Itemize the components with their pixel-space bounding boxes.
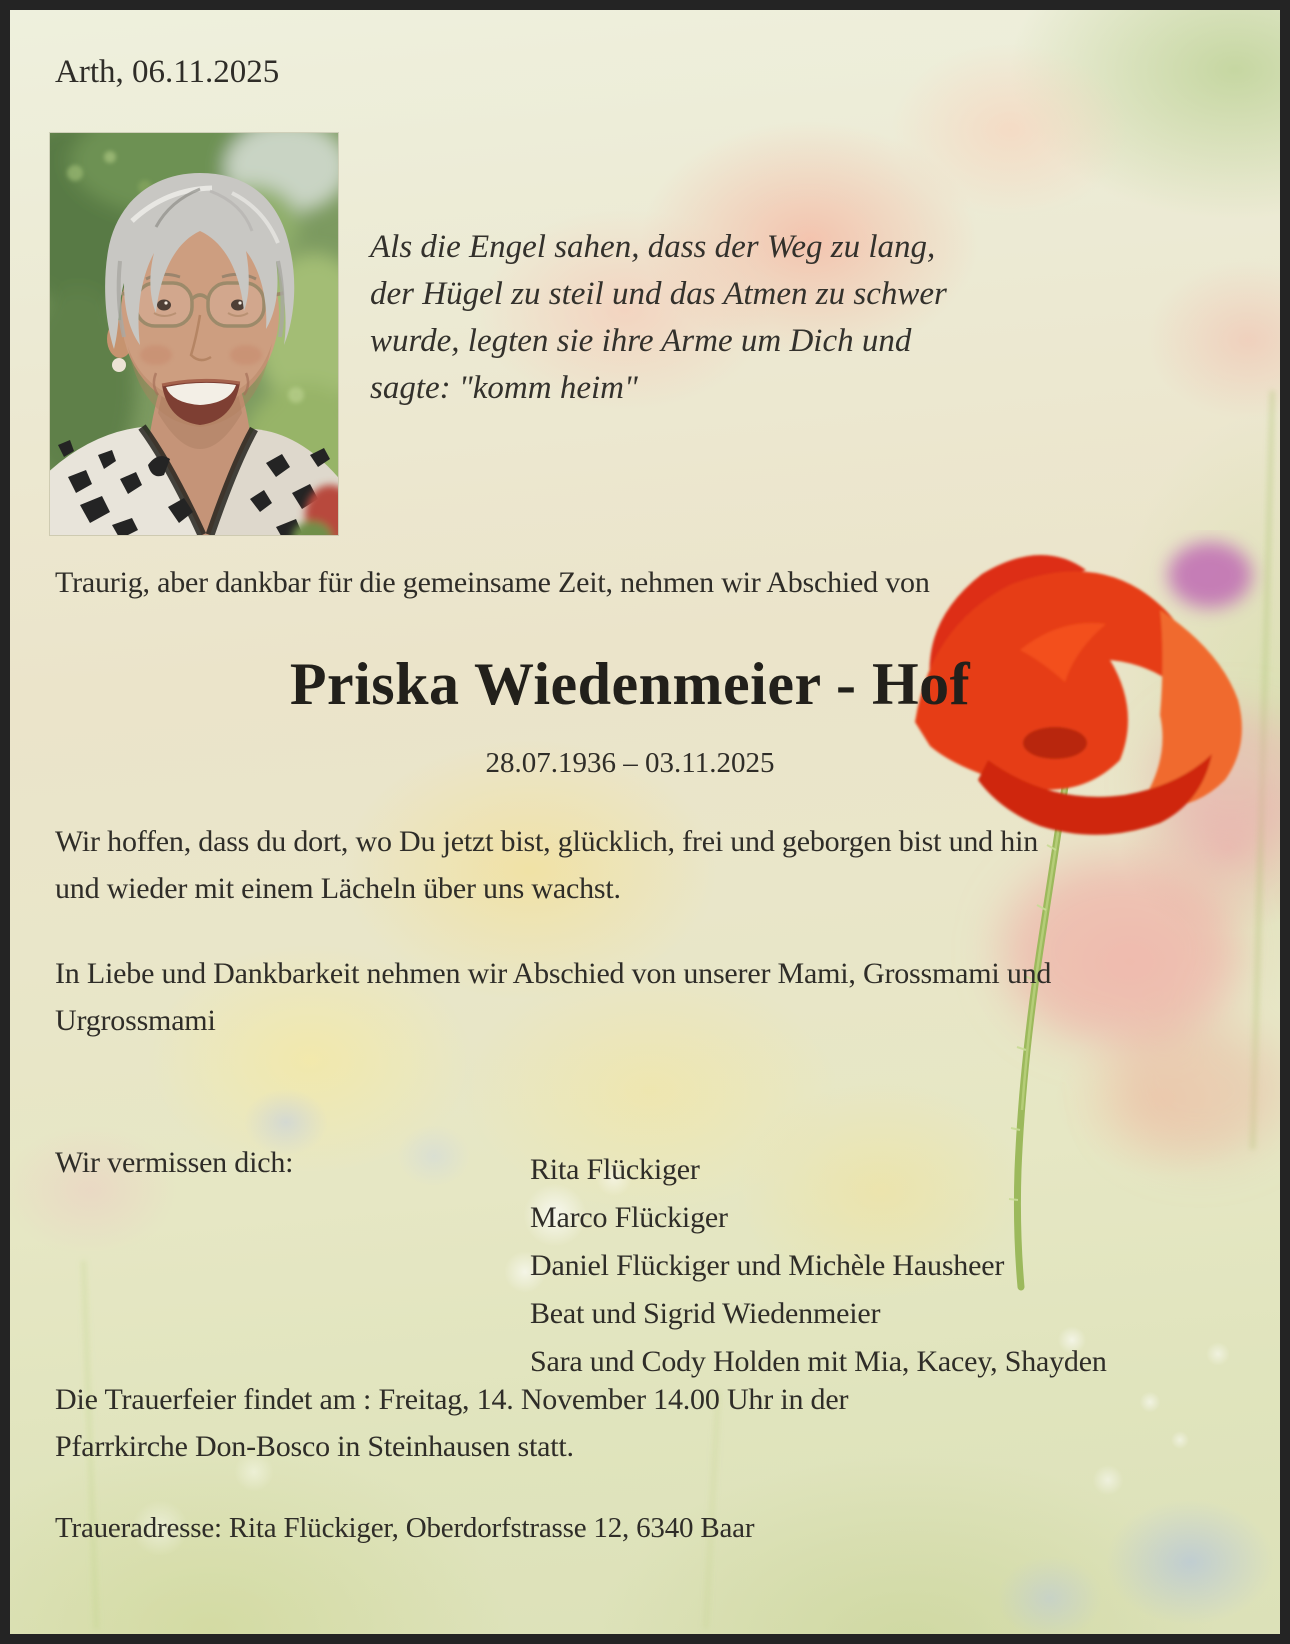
- service-line: Pfarrkirche Don-Bosco in Steinhausen statt.: [55, 1430, 574, 1463]
- paragraph-line: und wieder mit einem Lächeln über uns wachst.: [55, 872, 621, 905]
- mourning-address: Traueradresse: Rita Flückiger, Oberdorfstrasse 12, 6340 Baar: [55, 1512, 755, 1544]
- purple-flower-blur: [1168, 542, 1252, 608]
- poem-line: sagte: "komm heim": [370, 370, 638, 406]
- memorial-poem: [370, 224, 947, 412]
- service-info: [55, 1376, 848, 1470]
- poem-line: wurde, legten sie ihre Arme um Dich und: [370, 323, 912, 359]
- love-paragraph: [55, 950, 1051, 1044]
- life-dates: 28.07.1936 – 03.11.2025: [485, 747, 775, 779]
- poem-line: der Hügel zu steil und das Atmen zu schwer: [370, 276, 947, 312]
- mourners-name-list: [530, 1146, 1107, 1386]
- poem-line: Als die Engel sahen, dass der Weg zu lang,: [370, 229, 936, 265]
- service-line: Die Trauerfeier findet am : Freitag, 14. November 14.00 Uhr in der: [55, 1383, 849, 1416]
- deceased-name: Priska Wiedenmeier - Hof: [289, 651, 971, 717]
- pearl-earring: [112, 358, 126, 372]
- mourner-name: Rita Flückiger: [530, 1153, 700, 1186]
- paragraph-line: Wir hoffen, dass du dort, wo Du jetzt bist, glücklich, frei und geborgen bist und hin: [55, 825, 1039, 858]
- paragraph-line: In Liebe und Dankbarkeit nehmen wir Abschied von unserer Mami, Grossmami und: [55, 957, 1052, 990]
- portrait-illustration: [50, 133, 338, 535]
- portrait-photo: [50, 133, 338, 535]
- dateline: Arth, 06.11.2025: [55, 54, 280, 90]
- cheek-blush: [140, 345, 172, 365]
- hope-paragraph: [55, 818, 1038, 912]
- mourner-name: Sara und Cody Holden mit Mia, Kacey, Shayden: [530, 1345, 1107, 1378]
- mourner-name: Daniel Flückiger und Michèle Hausheer: [530, 1249, 1005, 1282]
- paragraph-line: Urgrossmami: [55, 1004, 216, 1037]
- mourner-name: Marco Flückiger: [530, 1201, 728, 1234]
- obituary-card: [10, 10, 1280, 1634]
- mourners-label: Wir vermissen dich:: [55, 1146, 294, 1179]
- mourner-name: Beat und Sigrid Wiedenmeier: [530, 1297, 881, 1330]
- intro-text: Traurig, aber dankbar für die gemeinsame Zeit, nehmen wir Abschied von: [55, 566, 930, 599]
- cheek-blush: [230, 345, 262, 365]
